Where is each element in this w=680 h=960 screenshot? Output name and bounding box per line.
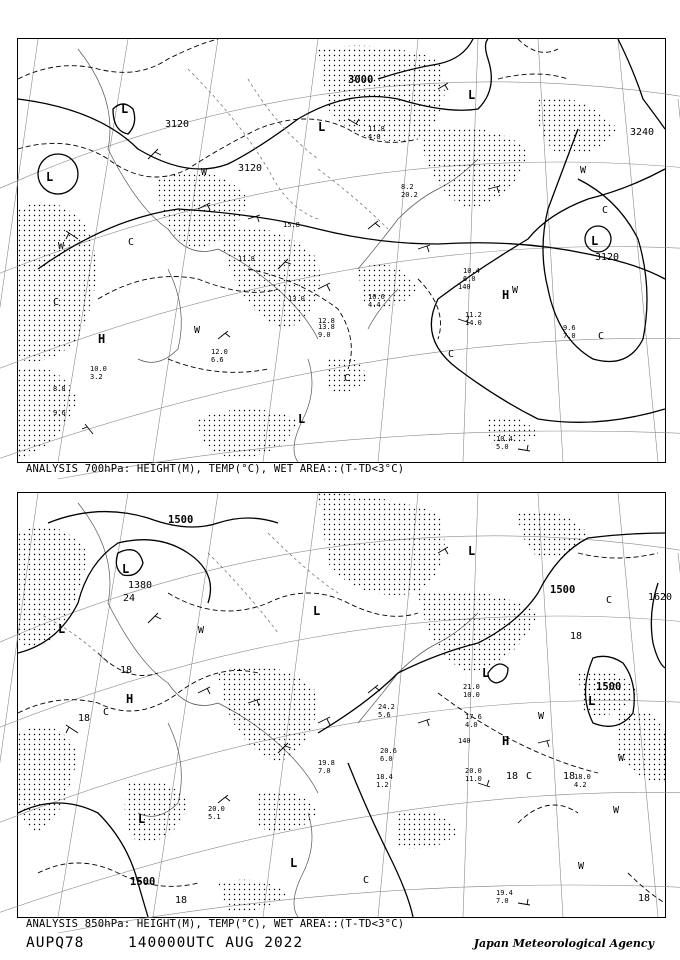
warm-mark: W xyxy=(580,165,587,176)
temp-label: 18 xyxy=(175,895,188,906)
obs-value: 6.0 xyxy=(463,275,476,283)
high-mark: H xyxy=(126,692,134,706)
map-700hpa xyxy=(18,39,665,462)
warm-mark: W xyxy=(512,285,519,296)
obs-value: 11.8 xyxy=(238,255,255,263)
height-label-3120-c: 3120 xyxy=(595,252,620,263)
obs-value: 20.0 xyxy=(465,767,482,775)
obs-value: 4.0 xyxy=(368,133,381,141)
high-mark: H xyxy=(502,734,510,748)
height-label-1620: 1620 xyxy=(648,592,673,603)
longitude-label: 140 xyxy=(458,283,471,291)
obs-value: 9.6 xyxy=(563,324,576,332)
chart-panel-700hpa xyxy=(17,38,666,463)
obs-value: 12.0 xyxy=(211,348,228,356)
low-mark: L xyxy=(290,856,298,870)
temp-label: 18 xyxy=(638,893,651,904)
obs-value: 19.4 xyxy=(496,889,513,897)
temp-label: 18 xyxy=(506,771,519,782)
obs-value: 10.4 xyxy=(496,435,513,443)
low-mark: L xyxy=(482,666,490,680)
longitude-label: 140 xyxy=(458,737,471,745)
cold-mark: C xyxy=(526,771,533,782)
obs-value: 24.2 xyxy=(378,703,395,711)
caption-700hpa: ANALYSIS 700hPa: HEIGHT(M), TEMP(°C), WET AREA::(T-TD<3°C) xyxy=(26,463,405,475)
low-mark: L xyxy=(46,170,54,184)
temp-label: 18 xyxy=(78,713,91,724)
height-label-1500-c: 1500 xyxy=(596,681,622,693)
cold-mark: C xyxy=(128,237,135,248)
obs-value: 5.6 xyxy=(378,711,391,719)
low-mark: L xyxy=(588,694,596,708)
low-mark: L xyxy=(122,562,130,576)
obs-value: 14.0 xyxy=(465,319,482,327)
isotherms xyxy=(18,553,665,903)
warm-mark: W xyxy=(194,325,201,336)
low-mark: L xyxy=(121,102,129,116)
obs-value: 7.0 xyxy=(563,332,576,340)
chart-panel-850hpa xyxy=(17,492,673,918)
isotherm-labels xyxy=(78,593,650,906)
obs-value: 15.8 xyxy=(283,221,300,229)
obs-value: 17.6 xyxy=(465,713,482,721)
warm-mark: W xyxy=(201,167,208,178)
low-mark: L xyxy=(468,88,476,102)
obs-value: 12.8 xyxy=(318,317,335,325)
low-mark: L xyxy=(58,622,66,636)
cold-mark: C xyxy=(448,349,455,360)
cold-mark: C xyxy=(344,373,351,384)
temp-label: 18 xyxy=(570,631,583,642)
obs-value: 8.8 xyxy=(53,385,66,393)
obs-value: 4.2 xyxy=(574,781,587,789)
height-label-1380: 1380 xyxy=(128,580,153,591)
latitude-lines xyxy=(0,536,680,933)
low-mark: L xyxy=(298,412,306,426)
caption-850hpa: ANALYSIS 850hPa: HEIGHT(M), TEMP(°C), WET AREA::(T-TD<3°C) xyxy=(26,918,405,930)
obs-value: 4.0 xyxy=(465,721,478,729)
wet-areas xyxy=(18,493,665,913)
obs-value: 8.2 xyxy=(401,183,414,191)
low-mark: L xyxy=(591,234,599,248)
height-label-1500-b: 1500 xyxy=(550,584,576,596)
cold-mark: C xyxy=(598,331,605,342)
cold-mark: C xyxy=(606,595,613,606)
warm-mark: W xyxy=(578,861,585,872)
obs-value: 11.8 xyxy=(368,125,385,133)
obs-value: 19.8 xyxy=(318,759,335,767)
height-label-1500-d: 1500 xyxy=(130,876,156,888)
high-mark: H xyxy=(98,332,106,346)
obs-value: 6.6 xyxy=(211,356,224,364)
high-mark: H xyxy=(502,288,510,302)
obs-value: 20.2 xyxy=(401,191,418,199)
obs-value: 13.8 xyxy=(318,323,335,331)
obs-value: 9.6 xyxy=(53,409,66,417)
obs-value: 11.0 xyxy=(465,775,482,783)
obs-value: 10.0 xyxy=(463,691,480,699)
warm-mark: W xyxy=(618,753,625,764)
map-850hpa xyxy=(18,493,673,917)
obs-value: 7.0 xyxy=(318,767,331,775)
obs-value: 9.0 xyxy=(318,331,331,339)
warm-mark: W xyxy=(613,805,620,816)
height-label-3120-a: 3120 xyxy=(165,119,190,130)
obs-value: 18.0 xyxy=(574,773,591,781)
obs-value: 10.0 xyxy=(90,365,107,373)
obs-value: 10.4 xyxy=(463,267,480,275)
height-label-3000: 3000 xyxy=(348,74,374,86)
obs-value: 6.0 xyxy=(380,755,393,763)
cold-mark: C xyxy=(602,205,609,216)
obs-value: 1.2 xyxy=(376,781,389,789)
agency-name: Japan Meteorological Agency xyxy=(473,937,654,950)
height-label-3120-b: 3120 xyxy=(238,163,263,174)
obs-value: 11.2 xyxy=(465,311,482,319)
obs-value: 10.6 xyxy=(368,293,385,301)
obs-value: 5.0 xyxy=(496,443,509,451)
obs-value: 20.0 xyxy=(208,805,225,813)
analysis-time: 140000UTC AUG 2022 xyxy=(128,935,304,951)
chart-code: AUPQ78 xyxy=(26,935,85,951)
obs-value: 20.6 xyxy=(380,747,397,755)
warm-mark: W xyxy=(538,711,545,722)
height-label-3240: 3240 xyxy=(630,127,655,138)
obs-value: 13.0 xyxy=(288,295,305,303)
low-mark: L xyxy=(138,812,146,826)
low-mark: L xyxy=(318,120,326,134)
obs-value: 4.4 xyxy=(368,301,381,309)
warm-mark: W xyxy=(58,241,65,252)
low-mark: L xyxy=(313,604,321,618)
cold-mark: C xyxy=(363,875,370,886)
obs-value: 21.0 xyxy=(463,683,480,691)
temp-label: 24 xyxy=(123,593,136,604)
height-label-1500-a: 1500 xyxy=(168,514,194,526)
obs-value: 18.4 xyxy=(376,773,393,781)
cold-mark: C xyxy=(53,297,60,308)
warm-mark: W xyxy=(198,625,205,636)
temp-label: 18 xyxy=(563,771,576,782)
temp-label: 18 xyxy=(120,665,133,676)
obs-value: 5.1 xyxy=(208,813,221,821)
cold-mark: C xyxy=(103,707,110,718)
obs-value: 3.2 xyxy=(90,373,103,381)
obs-value: 7.0 xyxy=(496,897,509,905)
low-mark: L xyxy=(468,544,476,558)
